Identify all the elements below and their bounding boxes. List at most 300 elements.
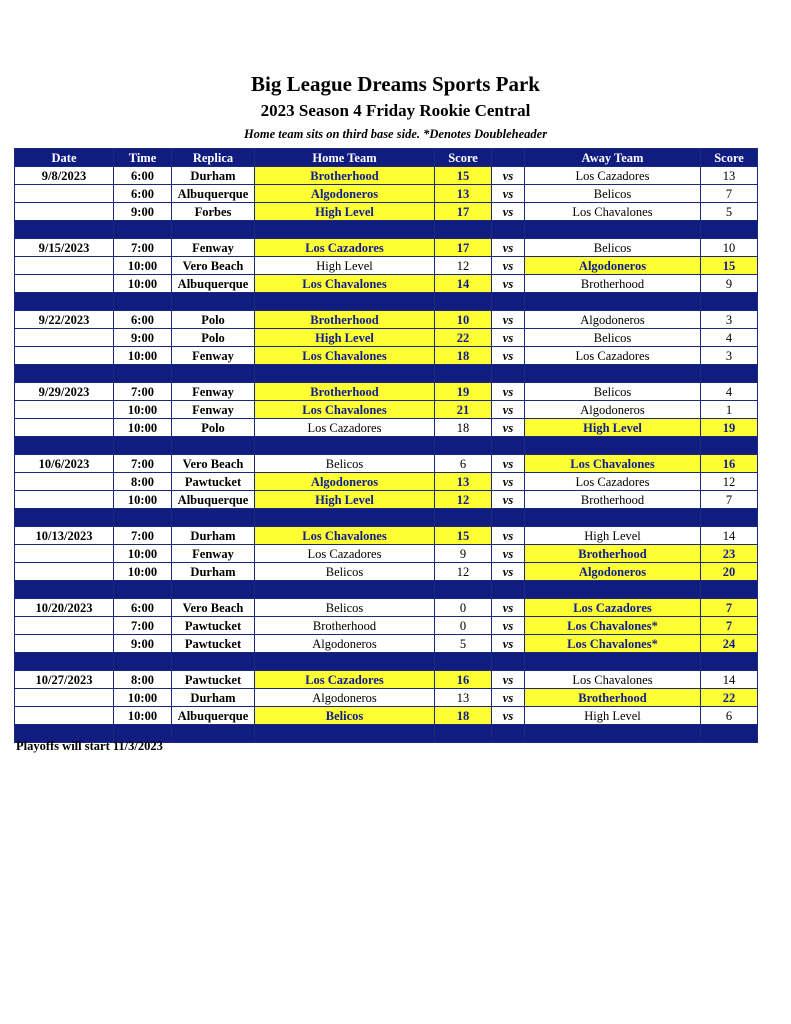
- replica-cell: Pawtucket: [172, 671, 255, 689]
- date-cell: [15, 545, 114, 563]
- home-score-cell: 0: [435, 617, 492, 635]
- separator-cell: [172, 365, 255, 383]
- home-score-cell: 13: [435, 689, 492, 707]
- date-cell: [15, 491, 114, 509]
- home-score-cell: 15: [435, 527, 492, 545]
- replica-cell: Fenway: [172, 383, 255, 401]
- away-score-cell: 7: [701, 491, 758, 509]
- separator-cell: [435, 725, 492, 743]
- date-cell: 9/22/2023: [15, 311, 114, 329]
- separator-cell: [255, 365, 435, 383]
- away-team-cell: Brotherhood: [525, 491, 701, 509]
- separator-cell: [15, 509, 114, 527]
- home-team-cell: Brotherhood: [255, 311, 435, 329]
- separator-cell: [525, 221, 701, 239]
- time-cell: 10:00: [114, 707, 172, 725]
- vs-cell: vs: [492, 689, 525, 707]
- replica-cell: Durham: [172, 527, 255, 545]
- vs-cell: vs: [492, 401, 525, 419]
- time-cell: 9:00: [114, 203, 172, 221]
- date-cell: 10/6/2023: [15, 455, 114, 473]
- time-cell: 10:00: [114, 545, 172, 563]
- home-team-cell: Los Chavalones: [255, 347, 435, 365]
- home-score-cell: 6: [435, 455, 492, 473]
- separator-cell: [172, 293, 255, 311]
- separator-cell: [172, 725, 255, 743]
- date-cell: [15, 563, 114, 581]
- time-cell: 10:00: [114, 491, 172, 509]
- separator-cell: [172, 221, 255, 239]
- separator-cell: [172, 509, 255, 527]
- separator-cell: [525, 725, 701, 743]
- time-cell: 10:00: [114, 347, 172, 365]
- date-cell: [15, 707, 114, 725]
- away-score-cell: 6: [701, 707, 758, 725]
- away-team-cell: Belicos: [525, 383, 701, 401]
- date-cell: 10/27/2023: [15, 671, 114, 689]
- time-cell: 9:00: [114, 329, 172, 347]
- separator-cell: [492, 509, 525, 527]
- vs-cell: vs: [492, 167, 525, 185]
- week-separator: [15, 437, 758, 455]
- vs-cell: vs: [492, 203, 525, 221]
- away-score-cell: 14: [701, 671, 758, 689]
- home-score-cell: 19: [435, 383, 492, 401]
- separator-cell: [492, 221, 525, 239]
- away-team-cell: High Level: [525, 527, 701, 545]
- game-row: [15, 311, 758, 329]
- separator-cell: [701, 365, 758, 383]
- away-score-cell: 20: [701, 563, 758, 581]
- away-team-cell: Los Chavalones: [525, 203, 701, 221]
- column-header: [492, 149, 525, 167]
- replica-cell: Fenway: [172, 401, 255, 419]
- replica-cell: Polo: [172, 311, 255, 329]
- away-score-cell: 10: [701, 239, 758, 257]
- away-score-cell: 5: [701, 203, 758, 221]
- separator-cell: [701, 653, 758, 671]
- separator-cell: [114, 437, 172, 455]
- separator-cell: [435, 365, 492, 383]
- time-cell: 10:00: [114, 401, 172, 419]
- time-cell: 7:00: [114, 455, 172, 473]
- date-cell: 9/29/2023: [15, 383, 114, 401]
- vs-cell: vs: [492, 329, 525, 347]
- column-header: Score: [435, 149, 492, 167]
- separator-cell: [701, 581, 758, 599]
- away-team-cell: High Level: [525, 419, 701, 437]
- away-team-cell: Brotherhood: [525, 545, 701, 563]
- home-score-cell: 12: [435, 491, 492, 509]
- away-score-cell: 23: [701, 545, 758, 563]
- date-cell: [15, 689, 114, 707]
- separator-cell: [114, 509, 172, 527]
- away-score-cell: 16: [701, 455, 758, 473]
- date-cell: [15, 419, 114, 437]
- away-team-cell: Los Cazadores: [525, 347, 701, 365]
- away-team-cell: Algodoneros: [525, 401, 701, 419]
- replica-cell: Albuquerque: [172, 707, 255, 725]
- home-team-cell: High Level: [255, 257, 435, 275]
- away-score-cell: 7: [701, 599, 758, 617]
- away-team-cell: Los Chavalones*: [525, 617, 701, 635]
- date-cell: [15, 401, 114, 419]
- replica-cell: Vero Beach: [172, 599, 255, 617]
- separator-cell: [15, 437, 114, 455]
- separator-cell: [701, 293, 758, 311]
- replica-cell: Forbes: [172, 203, 255, 221]
- away-score-cell: 24: [701, 635, 758, 653]
- away-team-cell: Los Chavalones: [525, 671, 701, 689]
- home-score-cell: 12: [435, 563, 492, 581]
- separator-cell: [492, 293, 525, 311]
- column-header: Away Team: [525, 149, 701, 167]
- week-separator: [15, 293, 758, 311]
- replica-cell: Pawtucket: [172, 473, 255, 491]
- replica-cell: Vero Beach: [172, 455, 255, 473]
- separator-cell: [172, 437, 255, 455]
- away-team-cell: Los Cazadores: [525, 167, 701, 185]
- home-team-cell: Los Chavalones: [255, 275, 435, 293]
- away-team-cell: Brotherhood: [525, 275, 701, 293]
- schedule-body: [15, 167, 758, 743]
- home-team-cell: Brotherhood: [255, 383, 435, 401]
- away-team-cell: Los Cazadores: [525, 473, 701, 491]
- away-score-cell: 12: [701, 473, 758, 491]
- separator-cell: [15, 581, 114, 599]
- game-row: [15, 455, 758, 473]
- time-cell: 6:00: [114, 167, 172, 185]
- column-header: Home Team: [255, 149, 435, 167]
- game-row: [15, 167, 758, 185]
- home-score-cell: 18: [435, 347, 492, 365]
- separator-cell: [255, 653, 435, 671]
- home-team-cell: Belicos: [255, 599, 435, 617]
- vs-cell: vs: [492, 419, 525, 437]
- home-team-cell: Belicos: [255, 563, 435, 581]
- home-team-cell: Algodoneros: [255, 689, 435, 707]
- vs-cell: vs: [492, 473, 525, 491]
- replica-cell: Fenway: [172, 239, 255, 257]
- vs-cell: vs: [492, 311, 525, 329]
- home-team-cell: Brotherhood: [255, 167, 435, 185]
- home-score-cell: 16: [435, 671, 492, 689]
- away-team-cell: Belicos: [525, 239, 701, 257]
- away-score-cell: 7: [701, 617, 758, 635]
- home-score-cell: 22: [435, 329, 492, 347]
- schedule-table: [14, 148, 758, 743]
- game-row: [15, 275, 758, 293]
- home-score-cell: 9: [435, 545, 492, 563]
- date-cell: [15, 275, 114, 293]
- date-cell: [15, 329, 114, 347]
- replica-cell: Vero Beach: [172, 257, 255, 275]
- vs-cell: vs: [492, 185, 525, 203]
- column-header: Time: [114, 149, 172, 167]
- vs-cell: vs: [492, 239, 525, 257]
- away-score-cell: 4: [701, 329, 758, 347]
- game-row: [15, 617, 758, 635]
- separator-cell: [255, 725, 435, 743]
- home-team-cell: Los Cazadores: [255, 545, 435, 563]
- game-row: [15, 599, 758, 617]
- home-score-cell: 17: [435, 203, 492, 221]
- column-header: Replica: [172, 149, 255, 167]
- replica-cell: Albuquerque: [172, 491, 255, 509]
- time-cell: 6:00: [114, 311, 172, 329]
- game-row: [15, 527, 758, 545]
- vs-cell: vs: [492, 347, 525, 365]
- date-cell: [15, 473, 114, 491]
- time-cell: 10:00: [114, 563, 172, 581]
- date-cell: [15, 185, 114, 203]
- away-score-cell: 15: [701, 257, 758, 275]
- away-score-cell: 14: [701, 527, 758, 545]
- week-separator: [15, 581, 758, 599]
- vs-cell: vs: [492, 491, 525, 509]
- replica-cell: Albuquerque: [172, 185, 255, 203]
- away-team-cell: Algodoneros: [525, 311, 701, 329]
- time-cell: 10:00: [114, 275, 172, 293]
- week-separator: [15, 509, 758, 527]
- replica-cell: Albuquerque: [172, 275, 255, 293]
- time-cell: 8:00: [114, 473, 172, 491]
- separator-cell: [525, 365, 701, 383]
- date-cell: [15, 203, 114, 221]
- away-score-cell: 19: [701, 419, 758, 437]
- game-row: [15, 329, 758, 347]
- separator-cell: [114, 581, 172, 599]
- home-team-cell: High Level: [255, 203, 435, 221]
- game-row: [15, 473, 758, 491]
- home-score-cell: 13: [435, 185, 492, 203]
- separator-cell: [255, 437, 435, 455]
- away-score-cell: 13: [701, 167, 758, 185]
- home-score-cell: 15: [435, 167, 492, 185]
- column-header: Score: [701, 149, 758, 167]
- home-team-cell: Algodoneros: [255, 185, 435, 203]
- separator-cell: [435, 293, 492, 311]
- vs-cell: vs: [492, 617, 525, 635]
- game-row: [15, 671, 758, 689]
- game-row: [15, 185, 758, 203]
- away-score-cell: 3: [701, 347, 758, 365]
- separator-cell: [255, 581, 435, 599]
- replica-cell: Polo: [172, 419, 255, 437]
- separator-cell: [525, 653, 701, 671]
- separator-cell: [15, 221, 114, 239]
- home-score-cell: 18: [435, 707, 492, 725]
- game-row: [15, 239, 758, 257]
- separator-cell: [435, 221, 492, 239]
- time-cell: 7:00: [114, 527, 172, 545]
- home-score-cell: 10: [435, 311, 492, 329]
- time-cell: 7:00: [114, 617, 172, 635]
- separator-cell: [492, 437, 525, 455]
- separator-cell: [435, 653, 492, 671]
- away-team-cell: Belicos: [525, 185, 701, 203]
- separator-cell: [492, 725, 525, 743]
- game-row: [15, 257, 758, 275]
- home-score-cell: 21: [435, 401, 492, 419]
- separator-cell: [525, 437, 701, 455]
- home-team-cell: Los Chavalones: [255, 401, 435, 419]
- separator-cell: [701, 221, 758, 239]
- game-row: [15, 563, 758, 581]
- home-team-cell: Los Cazadores: [255, 419, 435, 437]
- separator-cell: [114, 293, 172, 311]
- replica-cell: Durham: [172, 563, 255, 581]
- away-team-cell: Los Chavalones*: [525, 635, 701, 653]
- separator-cell: [15, 365, 114, 383]
- vs-cell: vs: [492, 455, 525, 473]
- separator-cell: [255, 221, 435, 239]
- home-score-cell: 18: [435, 419, 492, 437]
- time-cell: 7:00: [114, 239, 172, 257]
- away-score-cell: 22: [701, 689, 758, 707]
- game-row: [15, 383, 758, 401]
- time-cell: 10:00: [114, 419, 172, 437]
- game-row: [15, 491, 758, 509]
- home-team-cell: Belicos: [255, 455, 435, 473]
- column-header: Date: [15, 149, 114, 167]
- home-team-cell: Belicos: [255, 707, 435, 725]
- separator-cell: [114, 221, 172, 239]
- away-team-cell: Los Cazadores: [525, 599, 701, 617]
- away-team-cell: Algodoneros: [525, 257, 701, 275]
- separator-cell: [492, 653, 525, 671]
- vs-cell: vs: [492, 257, 525, 275]
- time-cell: 7:00: [114, 383, 172, 401]
- home-score-cell: 0: [435, 599, 492, 617]
- replica-cell: Durham: [172, 689, 255, 707]
- game-row: [15, 689, 758, 707]
- game-row: [15, 419, 758, 437]
- separator-cell: [701, 725, 758, 743]
- separator-cell: [435, 581, 492, 599]
- page-title: Big League Dreams Sports Park: [251, 72, 540, 96]
- date-cell: [15, 635, 114, 653]
- game-row: [15, 347, 758, 365]
- vs-cell: vs: [492, 527, 525, 545]
- replica-cell: Pawtucket: [172, 617, 255, 635]
- page-subtitle: 2023 Season 4 Friday Rookie Central: [260, 101, 531, 120]
- game-row: [15, 203, 758, 221]
- separator-cell: [114, 365, 172, 383]
- replica-cell: Fenway: [172, 347, 255, 365]
- vs-cell: vs: [492, 671, 525, 689]
- home-score-cell: 13: [435, 473, 492, 491]
- separator-cell: [435, 509, 492, 527]
- home-team-cell: Algodoneros: [255, 473, 435, 491]
- game-row: [15, 545, 758, 563]
- replica-cell: Polo: [172, 329, 255, 347]
- week-separator: [15, 221, 758, 239]
- time-cell: 6:00: [114, 185, 172, 203]
- away-team-cell: Los Chavalones: [525, 455, 701, 473]
- vs-cell: vs: [492, 545, 525, 563]
- home-score-cell: 5: [435, 635, 492, 653]
- away-team-cell: Belicos: [525, 329, 701, 347]
- week-separator: [15, 653, 758, 671]
- home-team-cell: Brotherhood: [255, 617, 435, 635]
- vs-cell: vs: [492, 707, 525, 725]
- vs-cell: vs: [492, 635, 525, 653]
- time-cell: 10:00: [114, 257, 172, 275]
- time-cell: 8:00: [114, 671, 172, 689]
- home-team-cell: Los Cazadores: [255, 671, 435, 689]
- date-cell: 9/15/2023: [15, 239, 114, 257]
- game-row: [15, 635, 758, 653]
- home-team-cell: Los Chavalones: [255, 527, 435, 545]
- separator-cell: [15, 653, 114, 671]
- replica-cell: Pawtucket: [172, 635, 255, 653]
- header-note: Home team sits on third base side. *Denotes Doubleheader: [243, 127, 548, 141]
- separator-cell: [435, 437, 492, 455]
- time-cell: 6:00: [114, 599, 172, 617]
- separator-cell: [255, 509, 435, 527]
- home-team-cell: Los Cazadores: [255, 239, 435, 257]
- separator-cell: [525, 581, 701, 599]
- replica-cell: Durham: [172, 167, 255, 185]
- away-score-cell: 1: [701, 401, 758, 419]
- separator-cell: [701, 437, 758, 455]
- replica-cell: Fenway: [172, 545, 255, 563]
- separator-cell: [492, 365, 525, 383]
- date-cell: 9/8/2023: [15, 167, 114, 185]
- away-team-cell: Algodoneros: [525, 563, 701, 581]
- home-team-cell: High Level: [255, 329, 435, 347]
- separator-cell: [492, 581, 525, 599]
- home-score-cell: 17: [435, 239, 492, 257]
- vs-cell: vs: [492, 599, 525, 617]
- vs-cell: vs: [492, 563, 525, 581]
- away-score-cell: 3: [701, 311, 758, 329]
- time-cell: 10:00: [114, 689, 172, 707]
- week-separator: [15, 365, 758, 383]
- home-score-cell: 12: [435, 257, 492, 275]
- home-score-cell: 14: [435, 275, 492, 293]
- separator-cell: [701, 509, 758, 527]
- game-row: [15, 707, 758, 725]
- separator-cell: [172, 653, 255, 671]
- footer-note: Playoffs will start 11/3/2023: [16, 739, 163, 753]
- away-team-cell: High Level: [525, 707, 701, 725]
- away-score-cell: 4: [701, 383, 758, 401]
- home-team-cell: Algodoneros: [255, 635, 435, 653]
- game-row: [15, 401, 758, 419]
- separator-cell: [114, 653, 172, 671]
- date-cell: 10/13/2023: [15, 527, 114, 545]
- separator-cell: [172, 581, 255, 599]
- vs-cell: vs: [492, 275, 525, 293]
- date-cell: [15, 257, 114, 275]
- table-header-row: [15, 149, 758, 167]
- away-score-cell: 7: [701, 185, 758, 203]
- separator-cell: [255, 293, 435, 311]
- away-team-cell: Brotherhood: [525, 689, 701, 707]
- separator-cell: [525, 509, 701, 527]
- separator-cell: [525, 293, 701, 311]
- date-cell: [15, 347, 114, 365]
- away-score-cell: 9: [701, 275, 758, 293]
- home-team-cell: High Level: [255, 491, 435, 509]
- date-cell: [15, 617, 114, 635]
- time-cell: 9:00: [114, 635, 172, 653]
- date-cell: 10/20/2023: [15, 599, 114, 617]
- vs-cell: vs: [492, 383, 525, 401]
- separator-cell: [15, 293, 114, 311]
